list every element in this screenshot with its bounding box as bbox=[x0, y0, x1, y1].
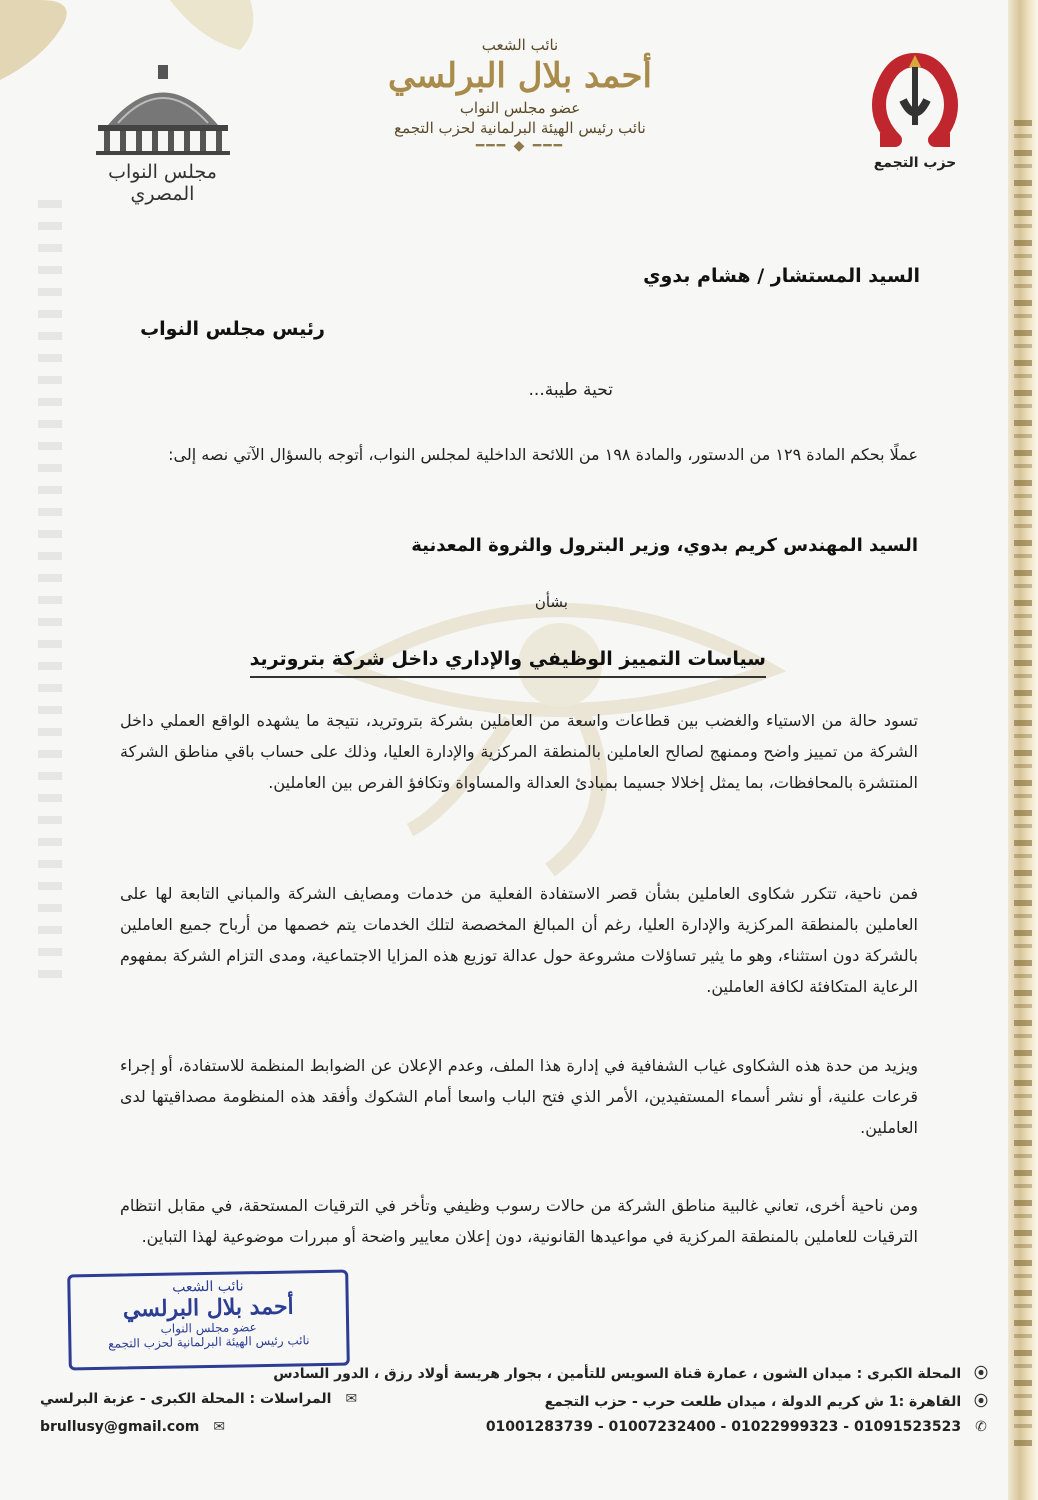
addressee: السيد المستشار / هشام بدوي bbox=[643, 265, 920, 287]
body-paragraph-2: فمن ناحية، تتكرر شكاوى العاملين بشأن قصر الاستفادة الفعلية من خدمات ومصايف الشركة والمباني التابعة لها على العاملين بالمنطقة المركزية والإدارة العليا، رغم أن المبالغ المخصصة لتلك الخدمات يتم خصمها من أرباح جميع العاملين بالشركة دون استثناء، وهو ما يثير تساؤلات مشروعة حول عدالة توزيع هذه المزايا الاجتماعية، ومدى التزام الشركة بمفهوم الرعاية المتكافئة لكافة العاملين. bbox=[120, 884, 918, 996]
footer-phones: ✆ 01091523523 - 01022999323 - 01007232400 - 01001283739 bbox=[486, 1419, 990, 1443]
ornament-divider: ━━━ ◆ ━━━ bbox=[475, 138, 565, 154]
envelope-icon: ✉ bbox=[345, 1391, 358, 1407]
official-stamp bbox=[67, 1270, 350, 1371]
addressee-title: رئيس مجلس النواب bbox=[140, 318, 325, 340]
location-pin-icon: ⦿ bbox=[974, 1366, 988, 1382]
parliament-dome-icon bbox=[88, 65, 238, 155]
role-line-1: عضو مجلس النواب bbox=[459, 99, 581, 117]
mp-title-block bbox=[380, 36, 660, 154]
footer-address-2: ⦿ القاهرة :1 ش كريم الدولة ، ميدان طلعت حرب - حزب التجمع bbox=[545, 1391, 990, 1415]
body-paragraph-4: ومن ناحية أخرى، تعاني غالبية مناطق الشركة من حالات رسوب وظيفي وتأخر في الترقيات المستحقة، في مقابل انتظام الترقيات للعاملين بالمنطقة المركزية في مواعيدها القانونية، دون إعلان معايير واضحة أو مبررات موضوعية لهذا التباين. bbox=[120, 1196, 918, 1246]
regarding-label: بشأن bbox=[534, 593, 568, 611]
phone-icon: ✆ bbox=[975, 1419, 987, 1435]
mp-name: أحمد بلال البرلسي bbox=[388, 56, 652, 96]
letterhead bbox=[0, 0, 1038, 215]
footer-correspondence: ✉ المراسلات : المحلة الكبرى - عزبة البرلسي bbox=[40, 1391, 360, 1415]
location-pin-icon: ⦿ bbox=[974, 1394, 988, 1410]
minister-line: السيد المهندس كريم بدوي، وزير البترول والثروة المعدنية bbox=[411, 535, 918, 556]
role-line-2: نائب رئيس الهيئة البرلمانية لحزب التجمع bbox=[394, 119, 646, 137]
stamp-line-2: أحمد بلال البرلسي bbox=[122, 1293, 294, 1323]
envelope-icon: ✉ bbox=[213, 1419, 226, 1435]
body-paragraph-1: تسود حالة من الاستياء والغضب بين قطاعات واسعة من العاملين بشركة بتروتريد، نتيجة ما يشهده الواقع العملي داخل الشركة من تمييز واضح وممنهج لصالح العاملين بالمنطقة المركزية والإدارة العليا، وذلك على حساب باقي مناطق الشركة المنتشرة بالمحافظات، بما يمثل إخلالا جسيما بمبادئ العدالة والمساواة وتكافؤ الفرص بين العاملين. bbox=[120, 711, 918, 792]
party-caption: حزب التجمع bbox=[873, 155, 957, 171]
stamp-line-4: نائب رئيس الهيئة البرلمانية لحزب التجمع bbox=[108, 1333, 310, 1351]
parliament-caption: مجلس النواب المصري bbox=[108, 161, 217, 205]
intro-paragraph: عملًا بحكم المادة ١٢٩ من الدستور، والمادة ١٩٨ من اللائحة الداخلية لمجلس النواب، أتوجه بالسؤال الآتي نصه إلى: bbox=[168, 445, 918, 464]
greeting: تحية طيبة... bbox=[528, 380, 613, 400]
party-emblem-icon bbox=[865, 45, 965, 155]
subject-heading: سياسات التمييز الوظيفي والإداري داخل شركة بتروتريد bbox=[250, 648, 766, 678]
body-paragraph-3: ويزيد من حدة هذه الشكاوى غياب الشفافية في إدارة هذا الملف، وعدم الإعلان عن الضوابط المنظمة للاستفادة، أو إجراء قرعات علنية، أو نشر أسماء المستفيدين، الأمر الذي فتح الباب واسعا أمام الشكوك وأفقد هذه المنظومة مصداقيتها لدى العاملين. bbox=[120, 1056, 918, 1137]
footer-address-1: ⦿ المحلة الكبرى : ميدان الشون ، عمارة قناة السويس للتأمين ، بجوار هريسة أولاد رزق ، الدور السادس bbox=[273, 1363, 990, 1387]
hieroglyph-pattern bbox=[1014, 120, 1032, 1450]
footer-email[interactable]: ✉ brullusy@gmail.com bbox=[40, 1419, 228, 1443]
stamp-line-1: نائب الشعب bbox=[172, 1278, 244, 1296]
parliament-logo bbox=[85, 65, 240, 205]
decorative-border bbox=[1008, 0, 1038, 1500]
title-small: نائب الشعب bbox=[481, 36, 559, 54]
stamp-line-3: عضو مجلس النواب bbox=[160, 1320, 257, 1336]
side-watermark bbox=[38, 200, 62, 980]
party-logo bbox=[860, 45, 970, 185]
